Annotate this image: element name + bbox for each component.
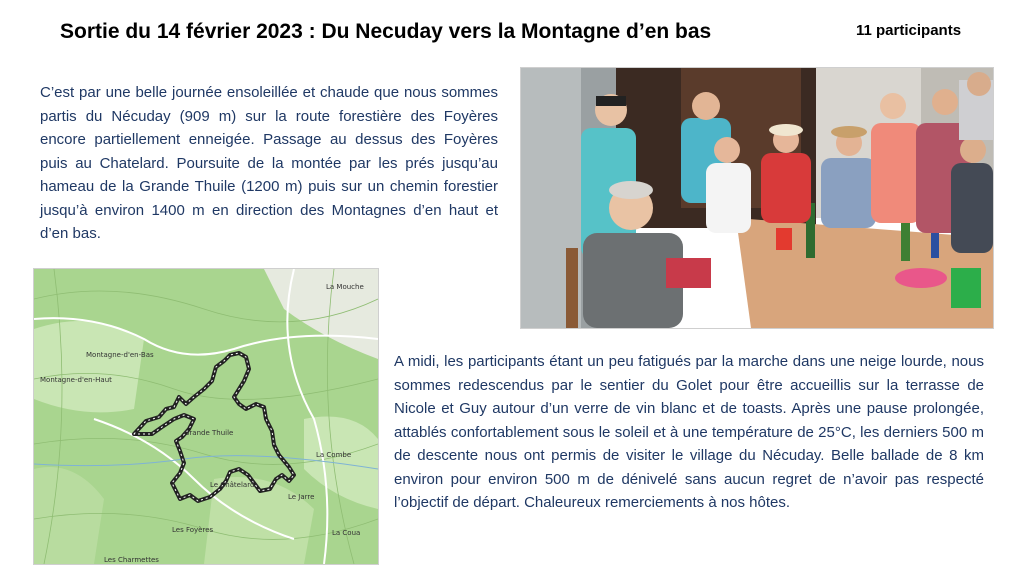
map-label-chatelard: Le Châtelard — [210, 481, 255, 489]
map-label-le-jarre: Le Jarre — [288, 493, 315, 501]
map-label-la-coua: La Coua — [332, 529, 361, 537]
participants-count: 11 participants — [856, 22, 962, 39]
intro-paragraph: C’est par une belle journée ensoleillée et chaude que nous sommes partis du Nécuday (909 m) sur la route forestière des Foyères encore partiellement enneigée. Passage au dessus des Foyères puis au Chatelard. Poursuite de la montée par les prés jusqu’au hameau de la Grande Thuile (1200 m) puis sur un chemin forestier jusqu’à environ 1400 m en direction des Montagnes d’en haut et d’en bas. — [40, 84, 498, 242]
map-label-les-charmettes: Les Charmettes — [104, 556, 159, 564]
map-label-la-combe: La Combe — [316, 451, 352, 459]
slide-title: Sortie du 14 février 2023 : Du Necuday vers la Montagne d’en bas — [60, 20, 712, 43]
route-map — [33, 268, 379, 565]
map-label-montagne-bas: Montagne-d'en-Bas — [86, 351, 154, 359]
midday-paragraph: A midi, les participants étant un peu fatigués par la marche dans une neige lourde, nous sommes redescendus par le sentier du Golet pour être accueillis sur la terrasse de Nicole et Guy autour d’un verre de vin blanc et de toasts. Après une pause prolongée, attablés confortablement sous le soleil et à une température de 25°C, les derniers 500 m de descente nous ont permis de visiter le village du Nécuday. Belle ballade de 8 km environ pour environ 500 m de dénivelé sans aucun regret de n’avoir pas respecté l’objectif de départ. Chaleureux remerciements à nos hôtes. — [394, 353, 984, 511]
map-label-les-foyeres: Les Foyères — [172, 526, 214, 534]
map-label-grande-thuile: Grande Thuile — [184, 429, 234, 437]
group-photo — [520, 67, 994, 329]
map-label-montagne-haut: Montagne-d'en-Haut — [40, 376, 112, 384]
map-label-la-mouche: La Mouche — [326, 283, 364, 291]
